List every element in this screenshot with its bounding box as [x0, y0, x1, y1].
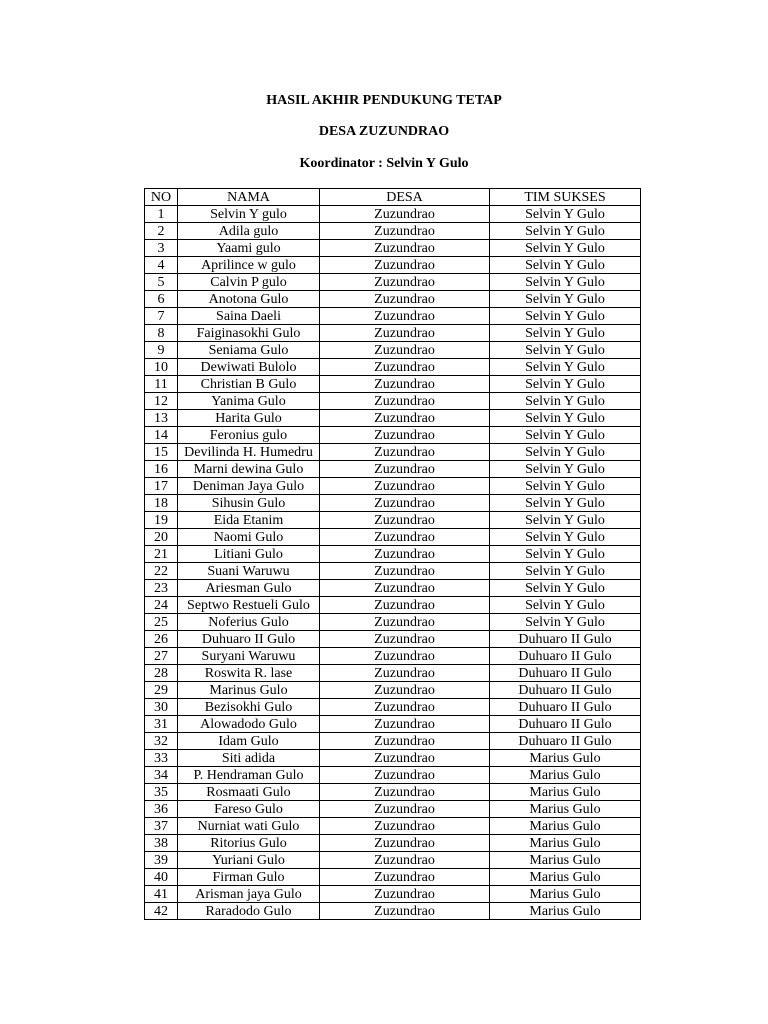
document-title: HASIL AKHIR PENDUKUNG TETAP — [266, 93, 502, 108]
table-row — [145, 818, 641, 835]
cell-nama: Nurniat wati Gulo — [178, 818, 320, 835]
cell-tim-sukses: Duhuaro II Gulo — [490, 631, 641, 648]
cell-nama: Christian B Gulo — [178, 376, 320, 393]
cell-tim-sukses: Selvin Y Gulo — [490, 427, 641, 444]
cell-tim-sukses: Selvin Y Gulo — [490, 308, 641, 325]
cell-tim-sukses: Duhuaro II Gulo — [490, 699, 641, 716]
cell-tim-sukses: Selvin Y Gulo — [490, 597, 641, 614]
cell-no: 37 — [145, 818, 178, 835]
cell-desa: Zuzundrao — [320, 699, 490, 716]
table-row — [145, 206, 641, 223]
cell-no: 36 — [145, 801, 178, 818]
cell-desa: Zuzundrao — [320, 682, 490, 699]
cell-tim-sukses: Selvin Y Gulo — [490, 495, 641, 512]
cell-desa: Zuzundrao — [320, 614, 490, 631]
cell-nama: Sihusin Gulo — [178, 495, 320, 512]
table-row — [145, 682, 641, 699]
cell-tim-sukses: Selvin Y Gulo — [490, 291, 641, 308]
cell-nama: Saina Daeli — [178, 308, 320, 325]
cell-desa: Zuzundrao — [320, 818, 490, 835]
cell-desa: Zuzundrao — [320, 546, 490, 563]
cell-nama: Suryani Waruwu — [178, 648, 320, 665]
cell-no: 40 — [145, 869, 178, 886]
cell-desa: Zuzundrao — [320, 563, 490, 580]
table-row — [145, 750, 641, 767]
table-row — [145, 699, 641, 716]
table-row — [145, 869, 641, 886]
cell-no: 7 — [145, 308, 178, 325]
cell-desa: Zuzundrao — [320, 886, 490, 903]
cell-nama: Idam Gulo — [178, 733, 320, 750]
cell-nama: Yuriani Gulo — [178, 852, 320, 869]
table-row — [145, 852, 641, 869]
cell-tim-sukses: Duhuaro II Gulo — [490, 648, 641, 665]
cell-nama: P. Hendraman Gulo — [178, 767, 320, 784]
cell-nama: Firman Gulo — [178, 869, 320, 886]
cell-no: 33 — [145, 750, 178, 767]
cell-no: 29 — [145, 682, 178, 699]
table-row — [145, 648, 641, 665]
table-row — [145, 529, 641, 546]
cell-desa: Zuzundrao — [320, 665, 490, 682]
cell-nama: Septwo Restueli Gulo — [178, 597, 320, 614]
cell-desa: Zuzundrao — [320, 342, 490, 359]
table-row — [145, 461, 641, 478]
table-row — [145, 835, 641, 852]
cell-desa: Zuzundrao — [320, 325, 490, 342]
cell-nama: Faiginasokhi Gulo — [178, 325, 320, 342]
cell-no: 10 — [145, 359, 178, 376]
header-nama: NAMA — [178, 189, 320, 206]
cell-desa: Zuzundrao — [320, 835, 490, 852]
cell-nama: Selvin Y gulo — [178, 206, 320, 223]
cell-desa: Zuzundrao — [320, 410, 490, 427]
cell-nama: Deniman Jaya Gulo — [178, 478, 320, 495]
cell-nama: Yanima Gulo — [178, 393, 320, 410]
table-row — [145, 665, 641, 682]
cell-tim-sukses: Selvin Y Gulo — [490, 376, 641, 393]
cell-no: 5 — [145, 274, 178, 291]
table-row — [145, 376, 641, 393]
cell-desa: Zuzundrao — [320, 444, 490, 461]
table-header-row — [145, 189, 641, 206]
cell-tim-sukses: Selvin Y Gulo — [490, 529, 641, 546]
cell-desa: Zuzundrao — [320, 750, 490, 767]
cell-no: 17 — [145, 478, 178, 495]
cell-desa: Zuzundrao — [320, 376, 490, 393]
cell-tim-sukses: Selvin Y Gulo — [490, 240, 641, 257]
table-row — [145, 580, 641, 597]
table-row — [145, 631, 641, 648]
cell-nama: Ariesman Gulo — [178, 580, 320, 597]
table-row — [145, 359, 641, 376]
cell-tim-sukses: Selvin Y Gulo — [490, 580, 641, 597]
cell-no: 14 — [145, 427, 178, 444]
table-row — [145, 240, 641, 257]
cell-desa: Zuzundrao — [320, 631, 490, 648]
document-subtitle: DESA ZUZUNDRAO — [318, 124, 450, 139]
cell-desa: Zuzundrao — [320, 784, 490, 801]
cell-desa: Zuzundrao — [320, 427, 490, 444]
cell-tim-sukses: Selvin Y Gulo — [490, 563, 641, 580]
cell-nama: Fareso Gulo — [178, 801, 320, 818]
cell-desa: Zuzundrao — [320, 716, 490, 733]
table-row — [145, 563, 641, 580]
cell-no: 3 — [145, 240, 178, 257]
cell-tim-sukses: Marius Gulo — [490, 886, 641, 903]
cell-no: 41 — [145, 886, 178, 903]
cell-tim-sukses: Selvin Y Gulo — [490, 325, 641, 342]
cell-no: 12 — [145, 393, 178, 410]
cell-desa: Zuzundrao — [320, 308, 490, 325]
cell-desa: Zuzundrao — [320, 223, 490, 240]
table-row — [145, 546, 641, 563]
cell-no: 9 — [145, 342, 178, 359]
cell-no: 23 — [145, 580, 178, 597]
cell-no: 42 — [145, 903, 178, 920]
cell-nama: Devilinda H. Humedru — [178, 444, 320, 461]
cell-tim-sukses: Selvin Y Gulo — [490, 393, 641, 410]
cell-no: 13 — [145, 410, 178, 427]
cell-nama: Eida Etanim — [178, 512, 320, 529]
cell-no: 31 — [145, 716, 178, 733]
cell-no: 1 — [145, 206, 178, 223]
cell-tim-sukses: Selvin Y Gulo — [490, 444, 641, 461]
cell-no: 21 — [145, 546, 178, 563]
cell-no: 18 — [145, 495, 178, 512]
cell-tim-sukses: Marius Gulo — [490, 835, 641, 852]
cell-no: 32 — [145, 733, 178, 750]
cell-tim-sukses: Marius Gulo — [490, 852, 641, 869]
table-row — [145, 597, 641, 614]
cell-no: 2 — [145, 223, 178, 240]
cell-desa: Zuzundrao — [320, 478, 490, 495]
cell-no: 8 — [145, 325, 178, 342]
cell-nama: Harita Gulo — [178, 410, 320, 427]
table-row — [145, 223, 641, 240]
cell-nama: Suani Waruwu — [178, 563, 320, 580]
cell-nama: Siti adida — [178, 750, 320, 767]
table-row — [145, 393, 641, 410]
cell-no: 11 — [145, 376, 178, 393]
cell-no: 35 — [145, 784, 178, 801]
cell-no: 38 — [145, 835, 178, 852]
table-row — [145, 308, 641, 325]
table-row — [145, 291, 641, 308]
supporters-table — [144, 188, 641, 920]
cell-nama: Roswita R. lase — [178, 665, 320, 682]
table-row — [145, 733, 641, 750]
cell-no: 4 — [145, 257, 178, 274]
cell-nama: Litiani Gulo — [178, 546, 320, 563]
cell-desa: Zuzundrao — [320, 512, 490, 529]
cell-tim-sukses: Duhuaro II Gulo — [490, 665, 641, 682]
cell-no: 30 — [145, 699, 178, 716]
cell-tim-sukses: Duhuaro II Gulo — [490, 682, 641, 699]
cell-nama: Anotona Gulo — [178, 291, 320, 308]
cell-tim-sukses: Selvin Y Gulo — [490, 359, 641, 376]
cell-no: 28 — [145, 665, 178, 682]
cell-tim-sukses: Marius Gulo — [490, 767, 641, 784]
table-body — [145, 206, 641, 920]
cell-no: 16 — [145, 461, 178, 478]
cell-nama: Raradodo Gulo — [178, 903, 320, 920]
cell-nama: Yaami gulo — [178, 240, 320, 257]
cell-desa: Zuzundrao — [320, 495, 490, 512]
cell-tim-sukses: Marius Gulo — [490, 784, 641, 801]
cell-desa: Zuzundrao — [320, 274, 490, 291]
cell-no: 15 — [145, 444, 178, 461]
table-row — [145, 427, 641, 444]
cell-desa: Zuzundrao — [320, 206, 490, 223]
cell-no: 25 — [145, 614, 178, 631]
table-row — [145, 716, 641, 733]
cell-tim-sukses: Selvin Y Gulo — [490, 512, 641, 529]
cell-no: 19 — [145, 512, 178, 529]
cell-desa: Zuzundrao — [320, 597, 490, 614]
cell-tim-sukses: Duhuaro II Gulo — [490, 733, 641, 750]
table-row — [145, 886, 641, 903]
cell-desa: Zuzundrao — [320, 869, 490, 886]
cell-desa: Zuzundrao — [320, 291, 490, 308]
cell-nama: Dewiwati Bulolo — [178, 359, 320, 376]
cell-no: 26 — [145, 631, 178, 648]
cell-nama: Marni dewina Gulo — [178, 461, 320, 478]
table-row — [145, 342, 641, 359]
cell-desa: Zuzundrao — [320, 257, 490, 274]
cell-tim-sukses: Marius Gulo — [490, 801, 641, 818]
header-desa: DESA — [320, 189, 490, 206]
cell-desa: Zuzundrao — [320, 852, 490, 869]
cell-tim-sukses: Marius Gulo — [490, 750, 641, 767]
cell-no: 20 — [145, 529, 178, 546]
cell-nama: Ritorius Gulo — [178, 835, 320, 852]
cell-nama: Bezisokhi Gulo — [178, 699, 320, 716]
header-tim-sukses: TIM SUKSES — [490, 189, 641, 206]
cell-nama: Seniama Gulo — [178, 342, 320, 359]
cell-tim-sukses: Selvin Y Gulo — [490, 206, 641, 223]
table-row — [145, 767, 641, 784]
cell-tim-sukses: Selvin Y Gulo — [490, 546, 641, 563]
cell-desa: Zuzundrao — [320, 733, 490, 750]
cell-tim-sukses: Selvin Y Gulo — [490, 461, 641, 478]
cell-tim-sukses: Marius Gulo — [490, 818, 641, 835]
cell-desa: Zuzundrao — [320, 767, 490, 784]
table-row — [145, 801, 641, 818]
table-row — [145, 478, 641, 495]
cell-desa: Zuzundrao — [320, 580, 490, 597]
cell-nama: Calvin P gulo — [178, 274, 320, 291]
table-row — [145, 274, 641, 291]
table-row — [145, 903, 641, 920]
cell-nama: Feronius gulo — [178, 427, 320, 444]
cell-nama: Arisman jaya Gulo — [178, 886, 320, 903]
cell-tim-sukses: Marius Gulo — [490, 903, 641, 920]
table-row — [145, 784, 641, 801]
cell-nama: Alowadodo Gulo — [178, 716, 320, 733]
cell-desa: Zuzundrao — [320, 801, 490, 818]
table-row — [145, 444, 641, 461]
cell-nama: Duhuaro II Gulo — [178, 631, 320, 648]
cell-tim-sukses: Selvin Y Gulo — [490, 257, 641, 274]
cell-tim-sukses: Selvin Y Gulo — [490, 223, 641, 240]
cell-tim-sukses: Selvin Y Gulo — [490, 478, 641, 495]
cell-tim-sukses: Selvin Y Gulo — [490, 410, 641, 427]
coordinator-line: Koordinator : Selvin Y Gulo — [299, 156, 469, 171]
table-row — [145, 512, 641, 529]
cell-desa: Zuzundrao — [320, 529, 490, 546]
cell-nama: Rosmaati Gulo — [178, 784, 320, 801]
table-row — [145, 325, 641, 342]
cell-nama: Marinus Gulo — [178, 682, 320, 699]
cell-nama: Noferius Gulo — [178, 614, 320, 631]
cell-no: 6 — [145, 291, 178, 308]
cell-no: 22 — [145, 563, 178, 580]
table-row — [145, 614, 641, 631]
cell-nama: Aprilince w gulo — [178, 257, 320, 274]
header-no: NO — [145, 189, 178, 206]
cell-no: 39 — [145, 852, 178, 869]
cell-desa: Zuzundrao — [320, 903, 490, 920]
cell-desa: Zuzundrao — [320, 648, 490, 665]
cell-tim-sukses: Selvin Y Gulo — [490, 342, 641, 359]
cell-tim-sukses: Marius Gulo — [490, 869, 641, 886]
cell-tim-sukses: Selvin Y Gulo — [490, 614, 641, 631]
cell-no: 24 — [145, 597, 178, 614]
cell-tim-sukses: Selvin Y Gulo — [490, 274, 641, 291]
cell-desa: Zuzundrao — [320, 461, 490, 478]
table-row — [145, 410, 641, 427]
cell-desa: Zuzundrao — [320, 359, 490, 376]
cell-nama: Naomi Gulo — [178, 529, 320, 546]
cell-desa: Zuzundrao — [320, 393, 490, 410]
cell-no: 34 — [145, 767, 178, 784]
cell-desa: Zuzundrao — [320, 240, 490, 257]
cell-no: 27 — [145, 648, 178, 665]
table-row — [145, 495, 641, 512]
cell-tim-sukses: Duhuaro II Gulo — [490, 716, 641, 733]
table-row — [145, 257, 641, 274]
cell-nama: Adila gulo — [178, 223, 320, 240]
